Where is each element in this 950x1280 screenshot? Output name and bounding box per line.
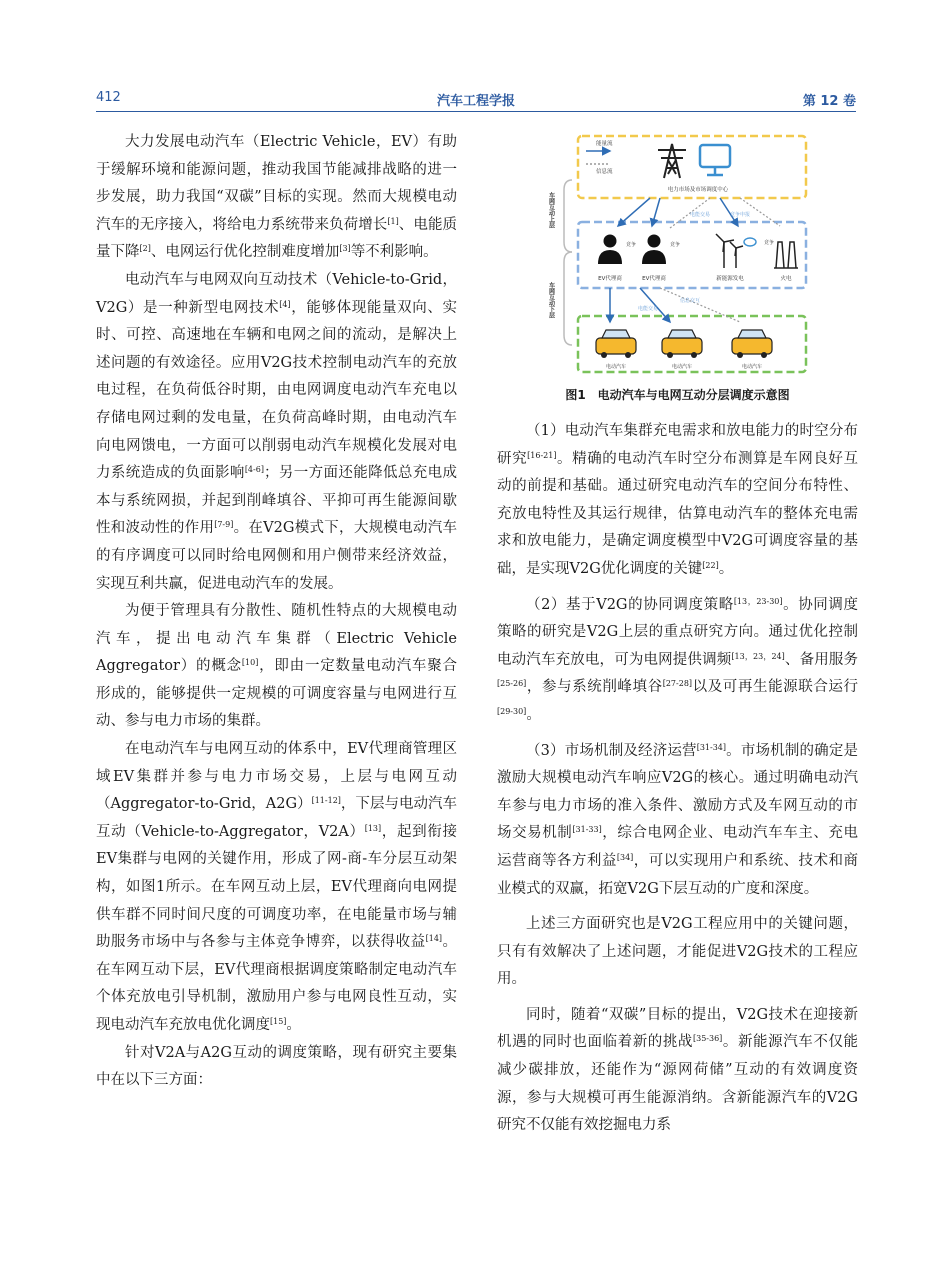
text-run: 大力发展电动汽车（Electric Vehicle，EV）有助于缓解环境和能源问题，推动我国节能减排战略的进一步发展，助力我国“双碳”目标的实现。然而大规模电动汽车的无序接入，将给电力系统带来负荷增长 <box>96 134 457 233</box>
aggregator-person-icon-2 <box>642 235 666 265</box>
citation: [3] <box>339 244 351 254</box>
wind-turbine-icon <box>716 234 743 268</box>
paragraph <box>96 736 457 1040</box>
citation: [16-21] <box>527 450 557 460</box>
aggregator-person-icon-1 <box>598 235 622 265</box>
paragraph <box>497 911 858 994</box>
right-column <box>497 418 858 1140</box>
label-info-trade: 信息交互 <box>680 298 701 304</box>
paragraph <box>96 129 457 267</box>
left-column <box>96 129 457 1095</box>
citation: [2] <box>139 244 151 254</box>
volume-label: 第 12 卷 <box>802 94 856 109</box>
electric-car-icon-2 <box>662 330 702 358</box>
transmission-tower-icon <box>658 144 686 178</box>
citation: [10] <box>241 658 259 668</box>
label-energy-trade: 电能交易 <box>690 212 711 218</box>
page-number: 412 <box>96 90 121 105</box>
citation: [11-12] <box>311 796 341 806</box>
citation: [15] <box>270 1017 287 1026</box>
text-run: ，下层与电动汽车互动（Vehicle-to-Aggregator，V2A） <box>96 796 457 840</box>
label-compete-2: 竞争 <box>670 242 681 248</box>
text-run: 。精确的电动汽车时空分布测算是车网良好互动的前提和基础。通过研究电动汽车的空间分布特性、充放电特性及其运行规律，估算电动汽车的整体充电需求和放电能力，是确定调度模型中V2G可调度容量的基础，是实现V2G优化调度的关键 <box>497 450 859 577</box>
text-run: 等不利影响。 <box>350 244 438 261</box>
thermal-plant-icon <box>774 242 798 268</box>
citation: [13，23-30] <box>733 596 783 606</box>
aggregator-label-1: EV代理商 <box>598 276 622 282</box>
text-run: 、备用服务 <box>784 651 859 668</box>
citation: [13，23，24] <box>731 651 785 661</box>
text-run: 在电动汽车与电网互动的体系中，EV代理商管理区域EV集群并参与电力市场交易，上层与电网互动（Aggregator-to-Grid，A2G） <box>96 741 457 813</box>
lower-brace <box>564 252 572 345</box>
figure-1 <box>540 130 812 378</box>
citation: [35-36] <box>693 1034 723 1044</box>
upper-brace <box>564 180 572 252</box>
text-run: 。 <box>718 560 734 577</box>
paragraph <box>497 418 858 584</box>
legend-info: 信息流 <box>596 169 613 175</box>
citation: [31-33] <box>572 825 602 835</box>
monitor-icon <box>700 145 730 175</box>
text-run: ，参与系统削峰填谷 <box>526 679 663 696</box>
text-run: 为便于管理具有分散性、随机性特点的大规模电动汽车，提出电动汽车集群（Electric Vehicle Aggregator）的概念 <box>96 603 457 675</box>
text-run: （3）市场机制及经济运营 <box>526 742 697 759</box>
text-run: ，起到衔接EV集群与电网的关键作用，形成了网-商-车分层互动架构，如图1所示。在车网互动上层，EV代理商向电网提供车群不同时间尺度的可调度功率，在电能量市场与辅助服务市场中与各参与主体竞争博弈，以获得收益 <box>96 823 457 951</box>
legend-energy: 能量流 <box>596 141 613 147</box>
text-run: 电动汽车与电网双向互动技术（Vehicle-to-Grid，V2G）是一种新型电网技术 <box>96 271 457 316</box>
citation: [31-34] <box>696 742 727 752</box>
figure-caption: 图1 电动汽车与电网互动分层调度示意图 <box>565 388 790 402</box>
label-ancillary: 竞争申报 <box>730 212 751 218</box>
citation: [4] <box>279 299 291 309</box>
text-run: 。 <box>286 1017 301 1033</box>
citation: [1] <box>387 216 399 226</box>
paragraph <box>96 267 457 598</box>
text-run: 。在V2G模式下，大规模电动汽车的有序调度可以同时给电网侧和用户侧带来经济效益，实现互利共赢，促进电动汽车的发展。 <box>96 520 458 592</box>
text-run: （2）基于V2G的协同调度策略 <box>526 596 734 613</box>
paragraph <box>497 592 858 730</box>
electric-car-icon-3 <box>732 330 772 358</box>
grid-center-label: 电力市场及市场调度中心 <box>667 187 729 193</box>
thermal-label: 火电 <box>780 276 792 282</box>
text-run: ，能够体现能量双向、实时、可控、高速地在车辆和电网之间的流动，是解决上述问题的有效途径。应用V2G技术控制电动汽车的充放电过程，在负荷低谷时期，由电网调度电动汽车充电以存储电网过剩的发电量，在负荷高峰时期，由电动汽车向电网馈电，一方面可以削弱电动汽车规模化发展对电力系统造成的负面影响 <box>96 299 457 482</box>
text-run: ；另一方面还能降低总充电成本与系统网损，并起到削峰填谷、平抑可再生能源间歇性和波动性的作用 <box>96 465 458 537</box>
ev-label-3: 电动汽车 <box>741 364 763 370</box>
paragraph <box>497 1002 858 1140</box>
text-run: 。在车网互动下层，EV代理商根据调度策略制定电动汽车个体充放电引导机制，激励用户参与电网良性互动，实现电动汽车充放电优化调度 <box>96 934 458 1033</box>
ev-label-1: 电动汽车 <box>605 364 627 370</box>
text-run: 、电能质量下降 <box>96 216 458 261</box>
new-energy-label: 新能源发电 <box>716 276 744 282</box>
text-run: 、电网运行优化控制难度增加 <box>150 244 340 261</box>
text-run: 。 <box>526 706 541 723</box>
label-energy-trade-2: 电能交易 <box>638 306 659 312</box>
text-run: ，即由一定数量电动汽车聚合形成的，能够提供一定规模的可调度容量与电网进行互动、参与电力市场的集群。 <box>96 658 458 730</box>
label-compete-3: 竞争 <box>764 240 775 246</box>
text-run: 同时，随着“双碳”目标的提出，V2G技术在迎接新机遇的同时也面临着新的挑战 <box>497 1006 858 1051</box>
citation: [13] <box>364 823 382 833</box>
citation: [7-9] <box>214 520 234 530</box>
text-run: 以及可再生能源联合运行 <box>692 679 859 696</box>
header-rule <box>96 111 856 112</box>
lower-layer-label: 车网互动下层 <box>547 282 555 318</box>
journal-title: 汽车工程学报 <box>436 94 515 109</box>
text-run: 。新能源汽车不仅能减少碳排放，还能作为“源网荷储”互动的有效调度资源，参与大规模可再生能源消纳。含新能源汽车的V2G研究不仅能有效挖掘电力系 <box>497 1034 859 1134</box>
citation: [22] <box>702 560 719 570</box>
text-run: ，综合电网企业、电动汽车车主、充电运营商等各方利益 <box>497 825 859 869</box>
text-run: ，可以实现用户和系统、技术和商业模式的双赢，拓宽V2G下层互动的广度和深度。 <box>497 852 859 897</box>
citation: [25-26] <box>497 679 527 689</box>
citation: [34] <box>616 852 634 862</box>
text-run: 上述三方面研究也是V2G工程应用中的关键问题，只有有效解决了上述问题，才能促进V2G技术的工程应用。 <box>497 916 858 988</box>
citation: [27-28] <box>662 679 693 689</box>
text-run: 针对V2A与A2G互动的调度策略，现有研究主要集中在以下三方面： <box>96 1044 457 1089</box>
text-run: （1）电动汽车集群充电需求和放电能力的时空分布研究 <box>497 423 858 467</box>
electric-car-icon-1 <box>596 330 636 358</box>
aggregator-label-2: EV代理商 <box>642 276 666 282</box>
citation: [14] <box>425 934 443 944</box>
label-compete-1: 竞争 <box>626 242 637 248</box>
paragraph <box>96 1040 457 1095</box>
paragraph <box>96 598 457 736</box>
text-run: 。市场机制的确定是激励大规模电动汽车响应V2G的核心。通过明确电动汽车参与电力市场的准入条件、激励方式及车网互动的市场交易机制 <box>497 742 858 842</box>
upper-layer-label: 车网互动上层 <box>547 192 555 228</box>
ev-label-2: 电动汽车 <box>671 364 693 370</box>
paragraph <box>497 738 858 904</box>
citation: [29-30] <box>497 706 527 716</box>
text-run: 。协同调度策略的研究是V2G上层的重点研究方向。通过优化控制电动汽车充放电，可为电网提供调频 <box>497 596 858 668</box>
running-header <box>96 90 856 110</box>
cloud-icon <box>744 238 756 246</box>
citation: [4-6] <box>244 465 264 475</box>
